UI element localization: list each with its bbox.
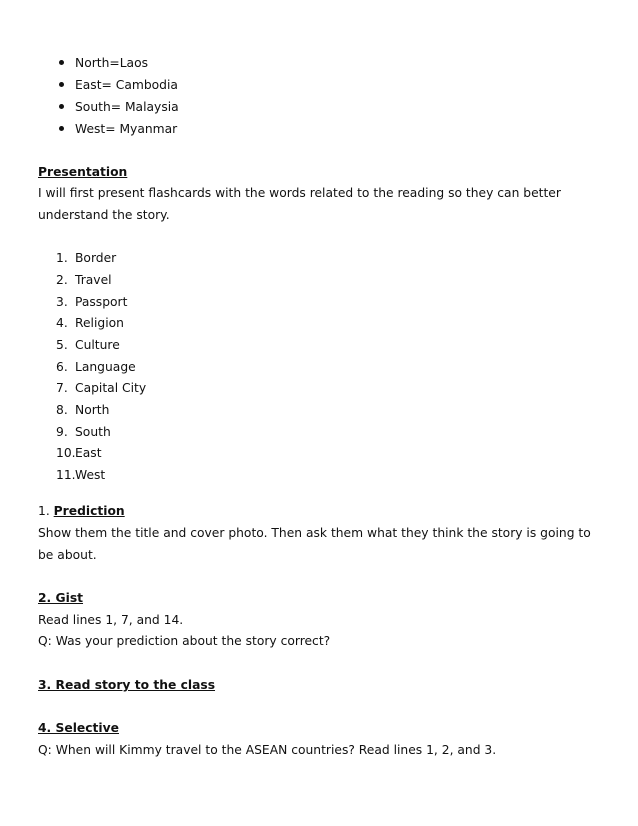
bullet-item: North=Laos [75,56,149,70]
list-item-number: 1. [56,251,68,265]
read-story-heading: 3. Read story to the class [38,678,216,692]
bullet-item: South= Malaysia [75,100,179,114]
list-item-number: 8. [56,403,68,417]
bullet-item: East= Cambodia [75,78,178,92]
presentation-body: I will first present flashcards with the words related to the reading so they can better understand the story. [38,186,561,222]
selective-question: Q: When will Kimmy travel to the ASEAN countries? Read lines 1, 2, and 3. [38,743,497,757]
prediction-heading [38,503,125,519]
bullet-icon [59,60,64,65]
list-item-number: 11. [56,468,76,482]
bullet-icon [59,82,64,87]
list-item: South [75,425,111,439]
list-item: Capital City [75,381,147,395]
list-item-number: 3. [56,295,68,309]
prediction-number: 1. [38,504,50,518]
bullet-item: West= Myanmar [75,122,178,136]
prediction-body: Show them the title and cover photo. Then ask them what they think the story is going to be about. [38,526,591,562]
list-item-number: 6. [56,360,68,374]
list-item: North [75,403,110,417]
list-item-number: 5. [56,338,68,352]
list-item-number: 10. [56,446,76,460]
list-item: Religion [75,316,124,330]
list-item: Passport [75,295,128,309]
gist-question: Q: Was your prediction about the story correct? [38,634,331,648]
bullet-icon [59,104,64,109]
list-item: East [75,446,102,460]
gist-heading: 2. Gist [38,591,84,605]
prediction-title: Prediction [53,504,125,518]
list-item-number: 7. [56,381,68,395]
list-item: Culture [75,338,120,352]
list-item: Travel [75,273,112,287]
list-item-number: 4. [56,316,68,330]
gist-line: Read lines 1, 7, and 14. [38,613,184,627]
list-item-number: 9. [56,425,68,439]
list-item: West [75,468,106,482]
list-item: Border [75,251,117,265]
presentation-heading: Presentation [38,165,128,179]
bullet-icon [59,126,64,131]
selective-heading: 4. Selective [38,721,119,735]
list-item-number: 2. [56,273,68,287]
list-item: Language [75,360,136,374]
